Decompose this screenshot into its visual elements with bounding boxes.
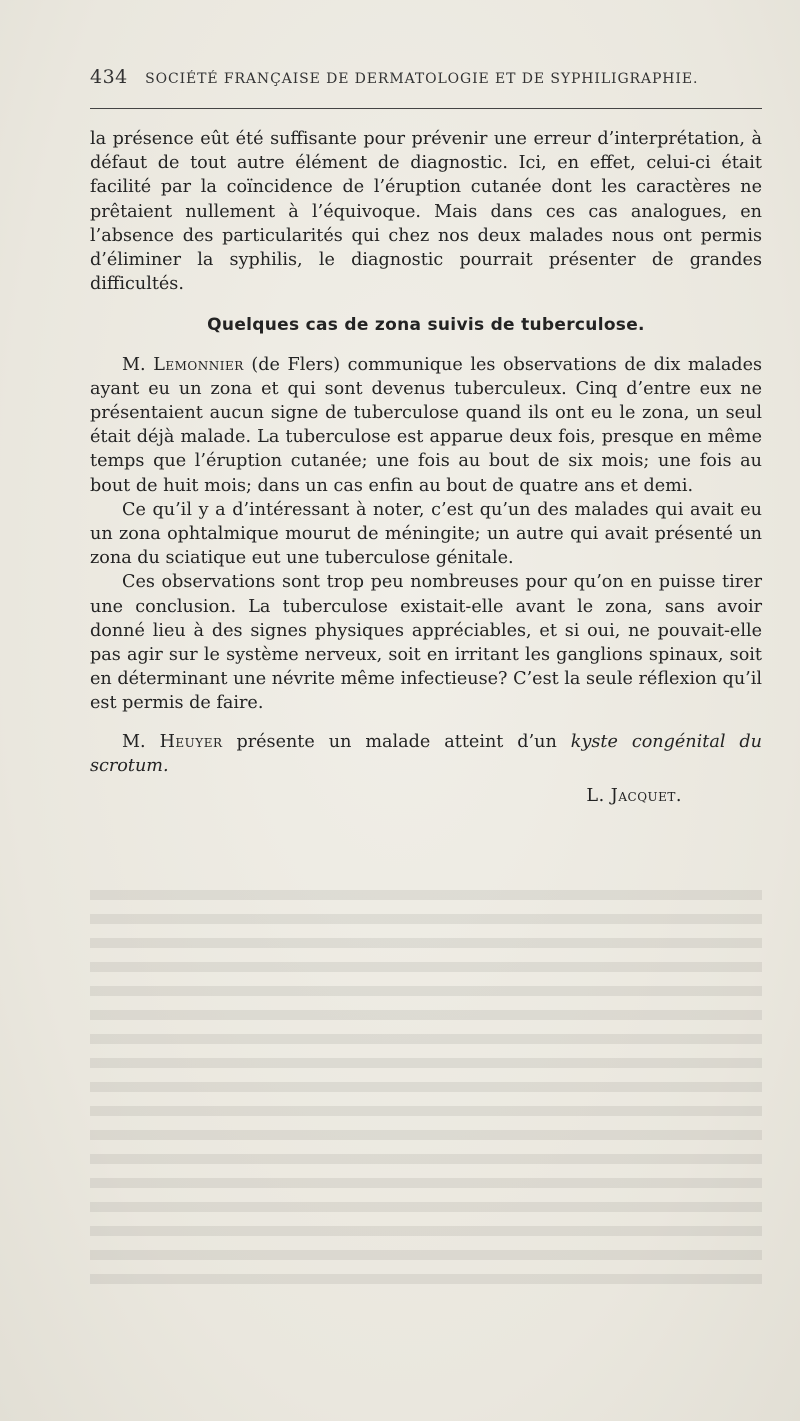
author-prefix: M. <box>122 354 154 375</box>
paragraph-conclusion: Ces observations sont trop peu nombreuses pour qu’on en puisse tirer une conclusion. La tuberculose existait-elle avant le zona, sans avoir donné lieu à des signes physiques appréciables, et si oui, ne pouvait-elle pas agir sur le système nerveux, soit en irritant les ganglions spinaux, soit en déterminant une névrite même infectieuse? C’est la seule réflexion qu’il est permis de faire. <box>90 572 762 714</box>
spacer <box>90 716 762 730</box>
body-text <box>90 127 762 808</box>
show-through-texture <box>90 890 762 1290</box>
running-header <box>90 66 760 88</box>
paragraph-text: présente un malade atteint d’un <box>222 731 571 752</box>
author-name: Lemonnier <box>153 354 244 375</box>
paragraph-text: (de Flers) communique les observations de dix malades ayant eu un zona et qui sont devenus tuberculeux. Cinq d’entre eux ne présentaient aucun signe de tuberculose quand ils ont eu le zona, un seul était déjà malade. La tuberculose est apparue deux fois, presque en même temps que l’éruption cutanée; une fois au bout de six mois; une fois au bout de huit mois; dans un cas enfin au bout de quatre ans et demi. <box>90 354 763 496</box>
section-heading: Quelques cas de zona suivis de tuberculose. <box>207 315 645 336</box>
paragraph-continued: la présence eût été suffisante pour prévenir une erreur d’interprétation, à défaut de tout autre élément de diagnostic. Ici, en effet, celui-ci était facilité par la coïncidence de l’éruption cutanée dont les caractères ne prêtaient nullement à l’équivoque. Mais dans ces cas analogues, en l’absence des particularités qui chez nos deux malades nous ont permis d’éliminer la syphilis, le diagnostic pourrait présenter de grandes difficultés. <box>90 129 762 295</box>
signature: L. Jacquet. <box>586 786 682 807</box>
author-prefix: M. <box>122 731 160 752</box>
italic-term: kyste congénital du scrotum. <box>90 731 762 776</box>
header-rule <box>90 108 762 109</box>
page-number: 434 <box>90 66 128 88</box>
running-title: SOCIÉTÉ FRANÇAISE DE DERMATOLOGIE ET DE SYPHILIGRAPHIE. <box>145 71 699 87</box>
paragraph-heuyer <box>90 730 762 778</box>
paragraph-lemonnier <box>90 353 762 498</box>
author-name: Heuyer <box>159 731 223 752</box>
paragraph-ophtalmique: Ce qu’il y a d’intéressant à noter, c’est qu’un des malades qui avait eu un zona ophtalmique mourut de méningite; un autre qui avait présenté un zona du sciatique eut une tuberculose génitale. <box>90 499 762 569</box>
